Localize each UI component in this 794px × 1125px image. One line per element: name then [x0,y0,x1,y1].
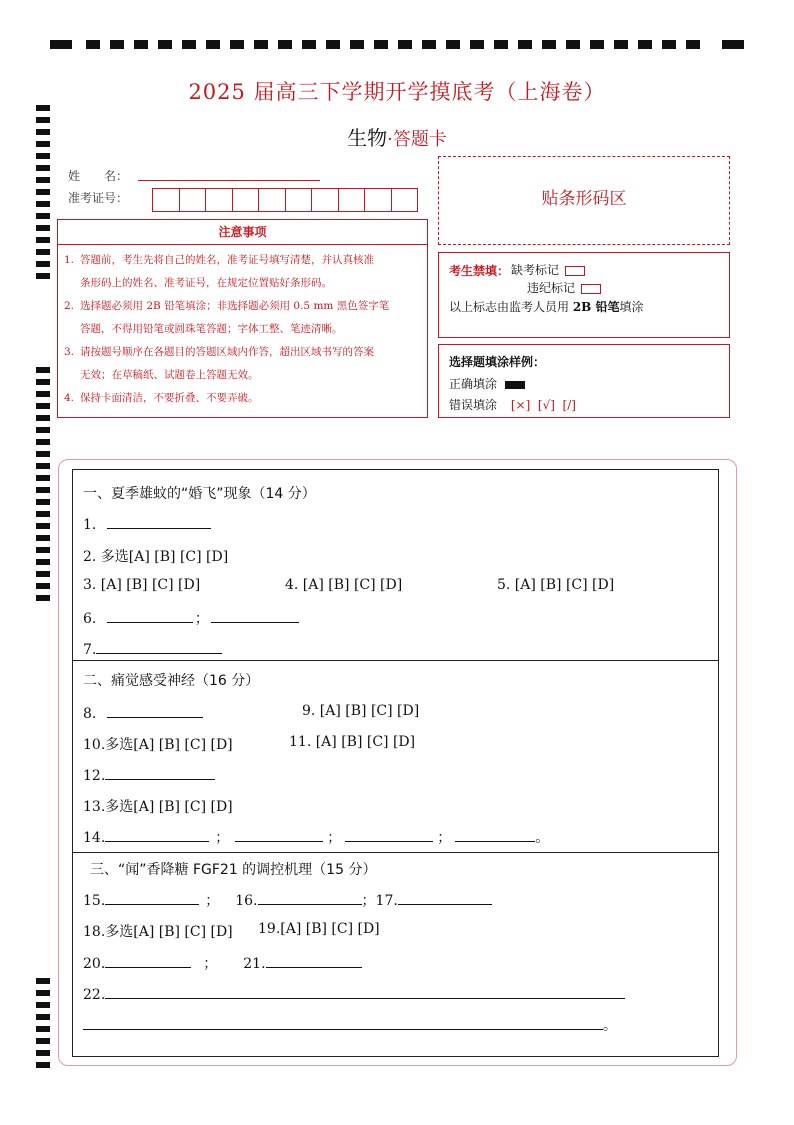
question-1[interactable]: 1. [83,514,211,533]
id-label: 准考证号： [68,191,129,205]
notice-heading: 注意事项 [58,220,427,245]
wrong-fill-marks: [×] [√] [/] [510,398,576,412]
answer-blank[interactable] [105,984,625,999]
answer-blank[interactable] [398,890,492,905]
fill-example-title: 选择题填涂样例： [449,355,546,369]
notice-item: 4. 保持卡面清洁，不要折叠、不要弄破。 [64,392,259,404]
question-11[interactable]: 11. [A] [B] [C] [D] [289,734,416,750]
answer-blank[interactable] [105,827,209,842]
examiner-marks-box [438,252,730,338]
notice-item: 2. 选择题必须用 2B 铅笔填涂；非选择题必须用 0.5 mm 黑色签字笔 [64,300,390,312]
subject-title [0,122,794,151]
answer-blank[interactable] [105,765,215,780]
name-label: 姓 名： [68,169,129,183]
answer-blank[interactable] [105,953,191,968]
forbidden-note: 以上标志由监考人员用 2B 铅笔填涂 [449,300,644,314]
answer-blank[interactable] [107,514,211,529]
violation-label: 违纪标记 [527,281,576,295]
question-15-17[interactable]: 15. ； 16. ；17. [83,890,492,910]
name-field[interactable] [138,180,320,181]
question-12[interactable]: 12. [83,765,215,784]
question-14[interactable]: 14. ； ； ； 。 [83,827,549,847]
wrong-fill-label: 错误填涂 [449,398,498,412]
page-title: 2025 届高三下学期开学摸底考（上海卷） [188,80,606,104]
notice-item: 1. 答题前，考生先将自己的姓名，准考证号填写清楚，并认真核准 [64,254,374,266]
answer-blank[interactable] [105,890,199,905]
absent-label: 缺考标记 [511,263,560,277]
question-18[interactable]: 18.多选[A] [B] [C] [D] [83,924,233,940]
correct-fill-row [449,375,525,392]
question-20-21[interactable]: 20. ； 21. [83,953,362,973]
notice-item: 3. 请按题号顺序在各题目的答题区域内作答，超出区域书写的答案 [64,346,374,358]
barcode-area[interactable]: 贴条形码区 [438,156,730,245]
answer-blank[interactable] [258,890,362,905]
subject-name: 生物 [347,126,388,150]
answer-blank[interactable] [345,827,433,842]
answer-blank[interactable] [211,608,299,623]
question-9[interactable]: 9. [A] [B] [C] [D] [302,703,420,719]
notice-item: 无效；在草稿纸、试题卷上答题无效。 [80,369,259,381]
fill-example-box [438,344,730,418]
section-divider [72,660,719,661]
notice-item: 答题，不得用铅笔或圆珠笔答题；字体工整、笔迹清晰。 [80,323,343,335]
forbidden-label: 考生禁填： [449,264,510,278]
question-2[interactable]: 2. 多选[A] [B] [C] [D] [83,549,229,565]
absent-mark-box[interactable] [565,266,585,276]
section-3-title: 三、“闻”香降糖 FGF21 的调控机理（15 分） [90,862,377,878]
correct-fill-mark [505,381,525,389]
notice-item: 条形码上的姓名、准考证号，在规定位置贴好条形码。 [80,277,332,289]
answer-blank[interactable] [107,608,193,623]
question-10[interactable]: 10.多选[A] [B] [C] [D] [83,737,233,753]
violation-mark-row[interactable] [527,279,601,296]
question-5[interactable]: 5. [A] [B] [C] [D] [497,577,615,593]
question-6[interactable]: 6. ； [83,608,299,628]
question-8[interactable]: 8. [83,703,203,722]
answer-blank[interactable] [235,827,323,842]
answer-blank[interactable] [83,1015,603,1030]
notice-box [57,219,428,418]
question-3[interactable]: 3. [A] [B] [C] [D] [83,577,201,593]
question-4[interactable]: 4. [A] [B] [C] [D] [285,577,403,593]
violation-mark-box[interactable] [581,284,601,294]
answer-blank[interactable] [107,703,203,718]
section-divider [72,852,719,853]
question-19[interactable]: 19.[A] [B] [C] [D] [258,921,380,937]
question-7[interactable]: 7. [83,639,222,658]
absent-mark-row[interactable] [511,261,585,278]
question-22-continued[interactable]: 。 [83,1015,617,1035]
section-2-title: 二、痛觉感受神经（16 分） [83,673,260,689]
id-number-boxes[interactable] [152,188,418,212]
answer-blank[interactable] [455,827,535,842]
question-13[interactable]: 13.多选[A] [B] [C] [D] [83,799,233,815]
correct-fill-label: 正确填涂 [449,377,498,391]
section-1-title: 一、夏季雄蚊的“婚飞”现象（14 分） [83,486,316,502]
question-22[interactable]: 22. [83,984,625,1003]
wrong-fill-row [449,396,576,413]
answer-blank[interactable] [96,639,222,654]
subject-suffix: ·答题卡 [387,129,447,150]
answer-blank[interactable] [266,953,362,968]
